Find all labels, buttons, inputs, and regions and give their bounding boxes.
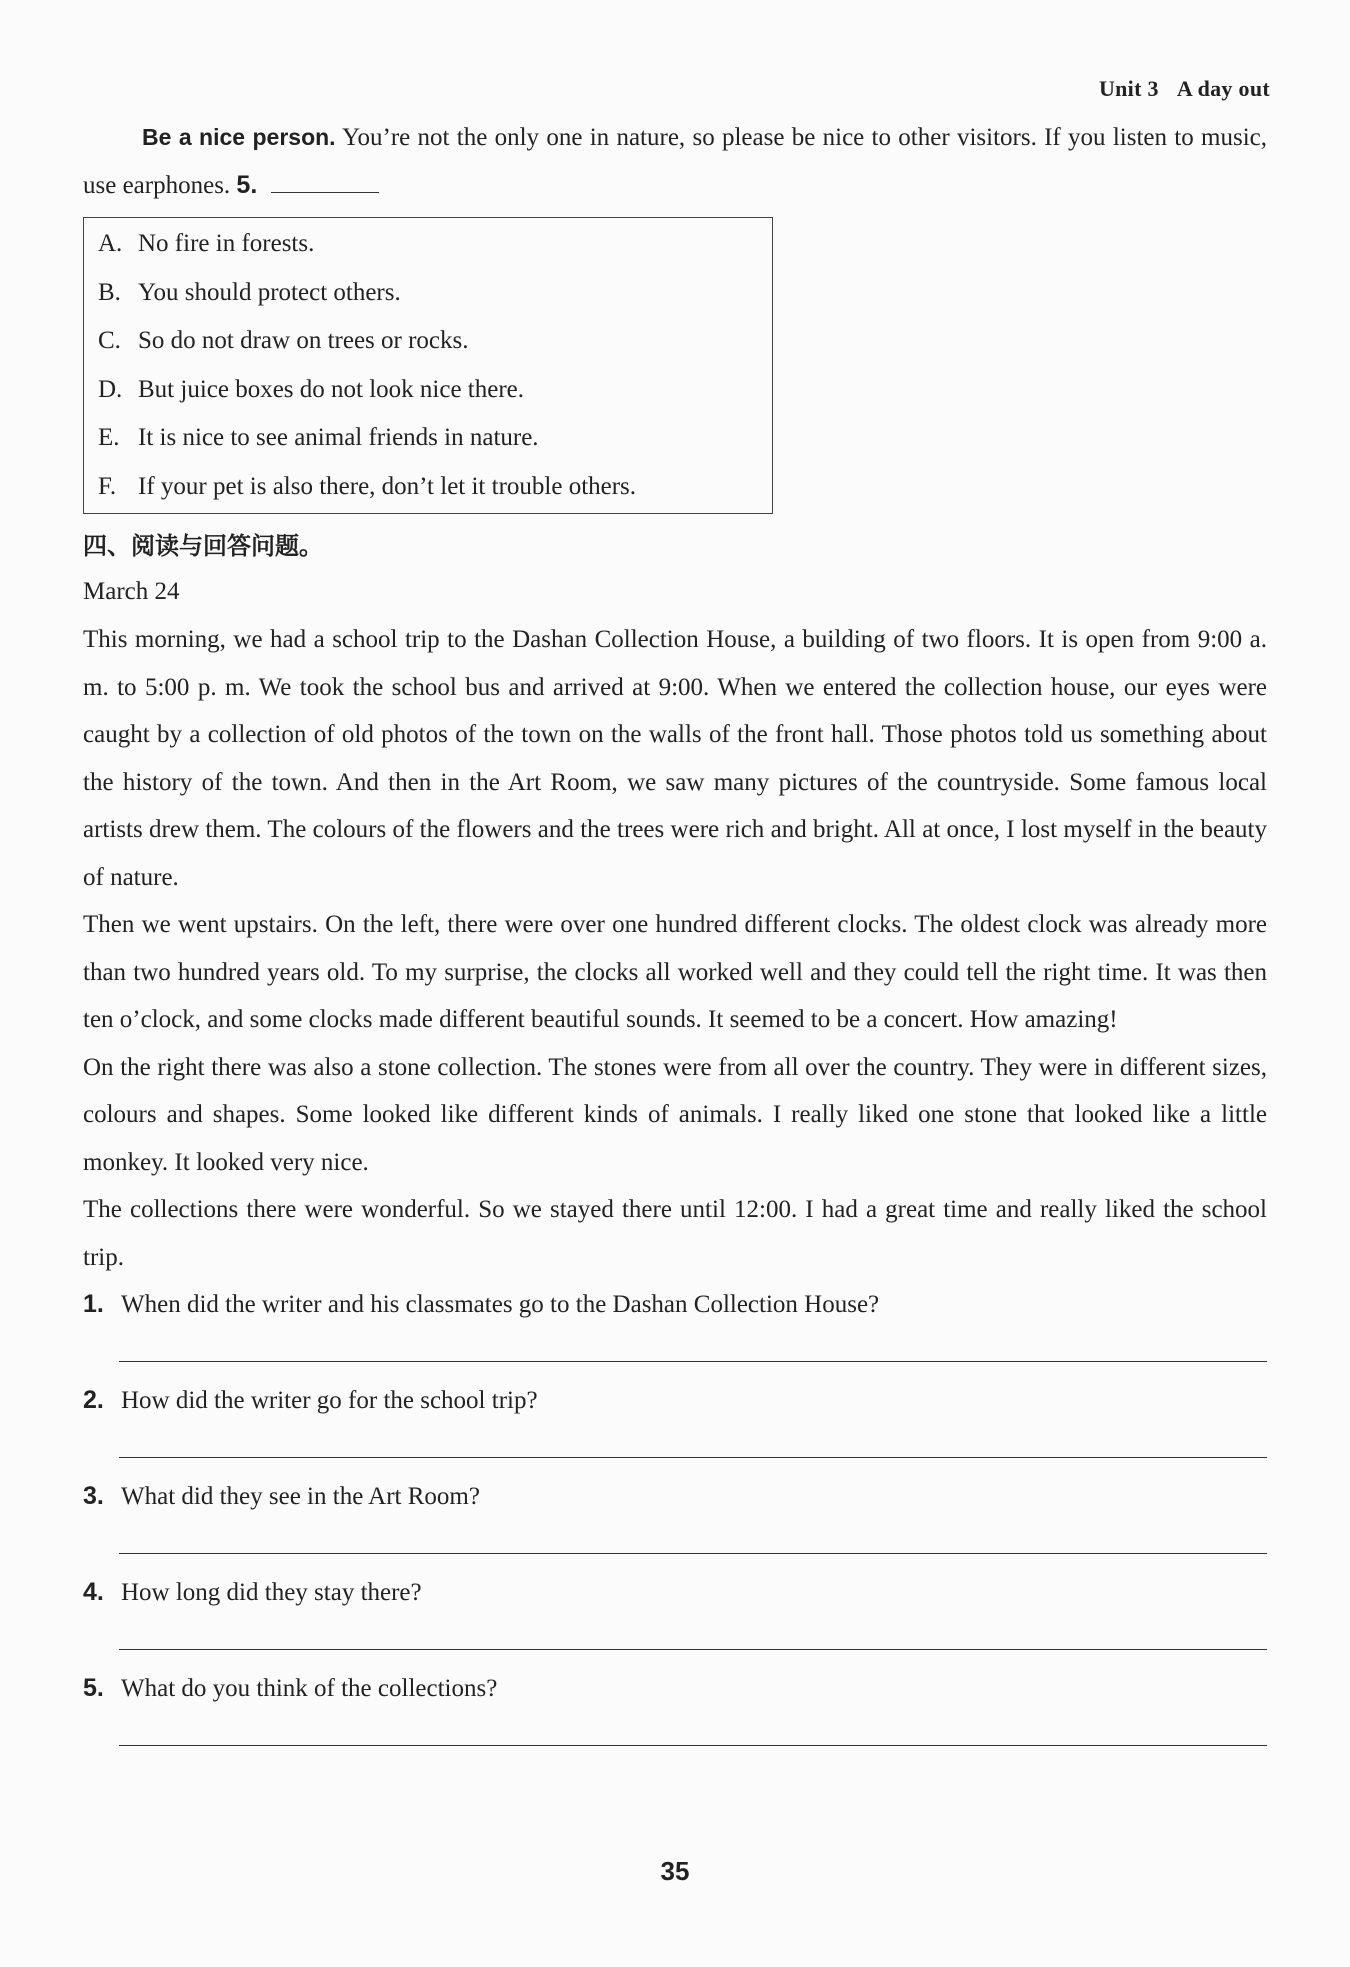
reading-paragraph-2: Then we went upstairs. On the left, there were over one hundred different clocks. The oldest clock was already more than two hundred years old. To my surprise, the clocks all worked well and they could tell the right time. It was then ten o’clock, and some clocks made different beautiful sounds. It seemed to be a concert. How amazing!: [83, 911, 1267, 1033]
question-list: [83, 1281, 1267, 1761]
question-number: 2.: [83, 1386, 104, 1414]
answer-line[interactable]: [119, 1457, 1267, 1458]
option-text: But juice boxes do not look nice there.: [138, 375, 525, 403]
question-number: 1.: [83, 1290, 104, 1318]
option-letter: B.: [98, 278, 121, 306]
option-letter: A.: [98, 230, 123, 257]
question-number: 5.: [83, 1674, 104, 1702]
intro-paragraph: [83, 114, 1267, 209]
question-prompt: What did they see in the Art Room?: [121, 1483, 480, 1510]
reading-paragraph-1: This morning, we had a school trip to the Dashan Collection House, a building of two floors. It is open from 9:00 a. m. to 5:00 p. m. We took the school bus and arrived at 9:00. When we entered the collection house, our eyes were caught by a collection of old photos of the town on the walls of the front hall. Those photos told us something about the history of the town. And then in the Art Room, we saw many pictures of the countryside. Some famous local artists drew them. The colours of the flowers and the trees were rich and bright. All at once, I lost myself in the beauty of nature.: [83, 626, 1267, 891]
blank-number: 5.: [236, 170, 258, 199]
answer-line[interactable]: [119, 1745, 1267, 1746]
intro-lead: Be a nice person.: [142, 124, 336, 150]
question-item: [83, 1377, 1267, 1473]
reading-paragraph-4: The collections there were wonderful. So we stayed there until 12:00. I had a great time and really liked the school trip.: [83, 1196, 1267, 1271]
section-heading: 四、阅读与回答问题。: [83, 532, 323, 560]
question-prompt: When did the writer and his classmates go to the Dashan Collection House?: [121, 1291, 880, 1318]
question-item: [83, 1473, 1267, 1569]
option-item: [98, 220, 758, 269]
option-letter: E.: [98, 424, 120, 451]
option-text: It is nice to see animal friends in nature.: [138, 424, 539, 451]
answer-blank[interactable]: [271, 168, 379, 193]
answer-line[interactable]: [119, 1361, 1267, 1362]
options-box: [83, 217, 773, 514]
unit-label: Unit 3: [1098, 76, 1159, 101]
question-text: [83, 1377, 538, 1424]
question-number: 4.: [83, 1578, 104, 1606]
question-text: [83, 1281, 879, 1328]
question-item: [83, 1569, 1267, 1665]
question-item: [83, 1281, 1267, 1377]
question-text: [83, 1473, 480, 1520]
question-text: [83, 1569, 422, 1616]
diary-date: March 24: [83, 578, 180, 605]
option-text: No fire in forests.: [138, 230, 315, 257]
question-text: [83, 1665, 497, 1712]
reading-paragraph-3: On the right there was also a stone collection. The stones were from all over the country. They were in different sizes, colours and shapes. Some looked like different kinds of animals. I really liked one stone that looked like a little monkey. It looked very nice.: [83, 1053, 1267, 1176]
answer-line[interactable]: [119, 1553, 1267, 1554]
question-prompt: What do you think of the collections?: [121, 1675, 498, 1702]
option-text: If your pet is also there, don’t let it trouble others.: [138, 472, 637, 500]
option-item: [98, 317, 758, 366]
option-text: So do not draw on trees or rocks.: [138, 327, 469, 354]
question-number: 3.: [83, 1482, 104, 1510]
option-text: You should protect others.: [138, 278, 401, 306]
option-letter: F.: [98, 472, 117, 500]
option-item: [98, 414, 758, 463]
running-header: [1099, 76, 1270, 102]
option-item: [98, 366, 758, 415]
unit-title: A day out: [1176, 76, 1270, 101]
option-letter: C.: [98, 327, 121, 354]
option-letter: D.: [98, 375, 123, 403]
answer-line[interactable]: [119, 1649, 1267, 1650]
page-number: 35: [660, 1856, 690, 1886]
option-item: [98, 463, 758, 512]
option-item: [98, 269, 758, 318]
question-prompt: How long did they stay there?: [121, 1579, 422, 1606]
question-prompt: How did the writer go for the school trip?: [121, 1387, 538, 1414]
question-item: [83, 1665, 1267, 1761]
intro-text: You’re not the only one in nature, so please be nice to other visitors. If you listen to music, use earphones.: [83, 124, 1267, 199]
